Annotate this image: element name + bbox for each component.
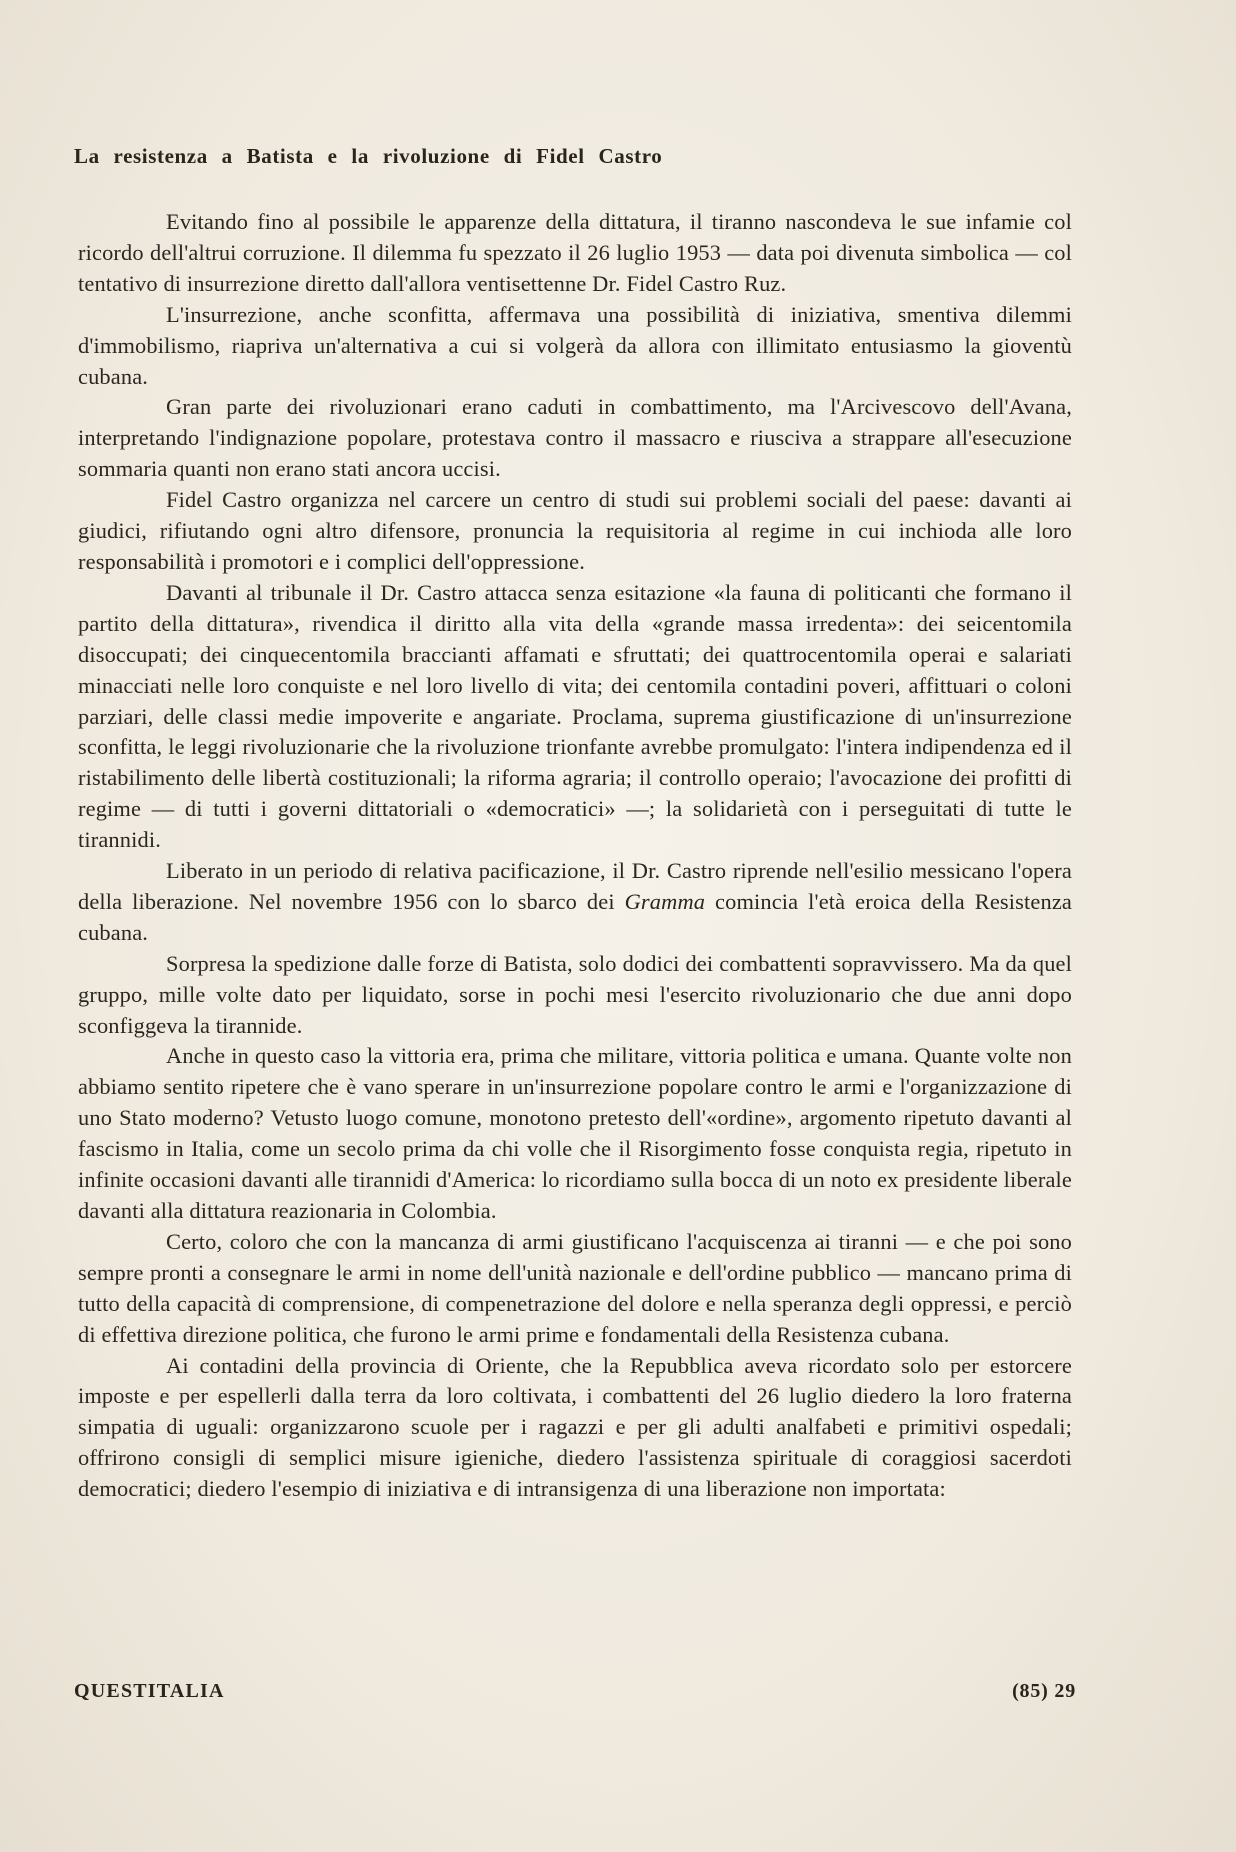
page-footer xyxy=(74,1680,1076,1703)
paragraph: Evitando fino al possibile le apparenze della dittatura, il tiranno nascondeva le sue infamie col ricordo dell'altrui corruzione. Il dilemma fu spezzato il 26 luglio 1953 — data poi divenuta simbolica — col tentativo di insurrezione diretto dall'allora ventisettenne Dr. Fidel Castro Ruz. xyxy=(78,209,1072,296)
italic-ship-name: Gramma xyxy=(624,888,706,914)
paragraph: L'insurrezione, anche sconfitta, affermava una possibilità di iniziativa, smentiva dilemmi d'immobilismo, riapriva un'alternativa a cui si volgerà da allora con illimitato entusiasmo la gioventù cubana. xyxy=(78,301,1072,389)
paragraph: Sorpresa la spedizione dalle forze di Batista, solo dodici dei combattenti sopravvissero. Ma da quel gruppo, mille volte dato per liquidato, sorse in pochi mesi l'esercito rivoluzionario che due anni dopo sconfiggeva la tirannide. xyxy=(78,950,1072,1038)
paragraph: Liberato in un periodo di relativa pacificazione, il Dr. Castro riprende nell'esilio messicano l'opera della liberazione. Nel novembre 1956 con lo sbarco dei Gramma comincia l'età eroica della Resistenza cubana. xyxy=(78,858,1073,945)
paragraph: Gran parte dei rivoluzionari erano caduti in combattimento, ma l'Arcivescovo dell'Avana, interpretando l'indignazione popolare, protestava contro il massacro e riusciva a strappare all'esecuzione sommaria quanti non erano stati ancora uccisi. xyxy=(78,394,1072,482)
article-body xyxy=(78,207,1072,1505)
journal-name: QUESTITALIA xyxy=(74,1680,225,1702)
paragraph: Certo, coloro che con la mancanza di armi giustificano l'acquiscenza ai tiranni — e che poi sono sempre pronti a consegnare le armi in nome dell'unità nazionale e dell'ordine pubblico — mancano prima di tutto della capacità di comprensione, di compenetrazione del dolore e nella speranza degli oppressi, e perciò di effettiva direzione politica, che furono le armi prime e fondamentali della Resistenza cubana. xyxy=(78,1228,1072,1347)
paragraph: Ai contadini della provincia di Oriente, che la Repubblica aveva ricordato solo per estorcere imposte e per espellerli dalla terra da loro coltivata, i combattenti del 26 luglio diedero la loro fraterna simpatia di uguali: organizzarono scuole per i ragazzi e per gli adulti analfabeti e primitivi ospedali; offrirono consigli di semplici misure igieniche, diedero l'assistenza spirituale di coraggiosi sacerdoti democratici; diedero l'esempio di iniziativa e di intransigenza di una liberazione non importata: xyxy=(78,1352,1072,1502)
paragraph: Fidel Castro organizza nel carcere un centro di studi sui problemi sociali del paese: davanti ai giudici, rifiutando ogni altro difensore, pronuncia la requisitoria al regime in cui inchioda alle loro responsabilità i promotori e i complici dell'oppressione. xyxy=(78,487,1072,574)
paragraph: Anche in questo caso la vittoria era, prima che militare, vittoria politica e umana. Quante volte non abbiamo sentito ripetere che è vano sperare in un'insurrezione popolare contro le armi e l'organizzazione di uno Stato moderno? Vetusto luogo comune, monotono pretesto dell'«ordine», argomento ripetuto davanti al fascismo in Italia, come un secolo prima da chi volle che il Risorgimento fosse conquista regia, ripetuto in infinite occasioni davanti alle tirannidi d'America: lo ricordiamo sulla bocca di un noto ex presidente liberale davanti alla dittatura reazionaria in Colombia. xyxy=(78,1043,1072,1223)
paragraph: Davanti al tribunale il Dr. Castro attacca senza esitazione «la fauna di politicanti che formano il partito della dittatura», rivendica il diritto alla vita della «grande massa irredenta»: dei seicentomila disoccupati; dei cinquecentomila braccianti affamati e sfruttati; dei quattrocentomila operai e salariati minacciati nelle loro conquiste e nel loro livello di vita; dei centomila contadini poveri, affittuari o coloni parziari, delle classi medie impoverite e angariate. Proclama, suprema giustificazione di un'insurrezione sconfitta, le leggi rivoluzionarie che la rivoluzione trionfante avrebbe promulgato: l'intera indipendenza ed il ristabilimento delle libertà costituzionali; la riforma agraria; il controllo operaio; l'avocazione dei profitti di regime — di tutti i governi dittatoriali o «democratici» —; la solidarietà con i perseguitati di tutte le tirannidi. xyxy=(78,579,1072,853)
article-title: La resistenza a Batista e la rivoluzione di Fidel Castro xyxy=(74,144,663,168)
page-number: (85) 29 xyxy=(1012,1680,1076,1702)
